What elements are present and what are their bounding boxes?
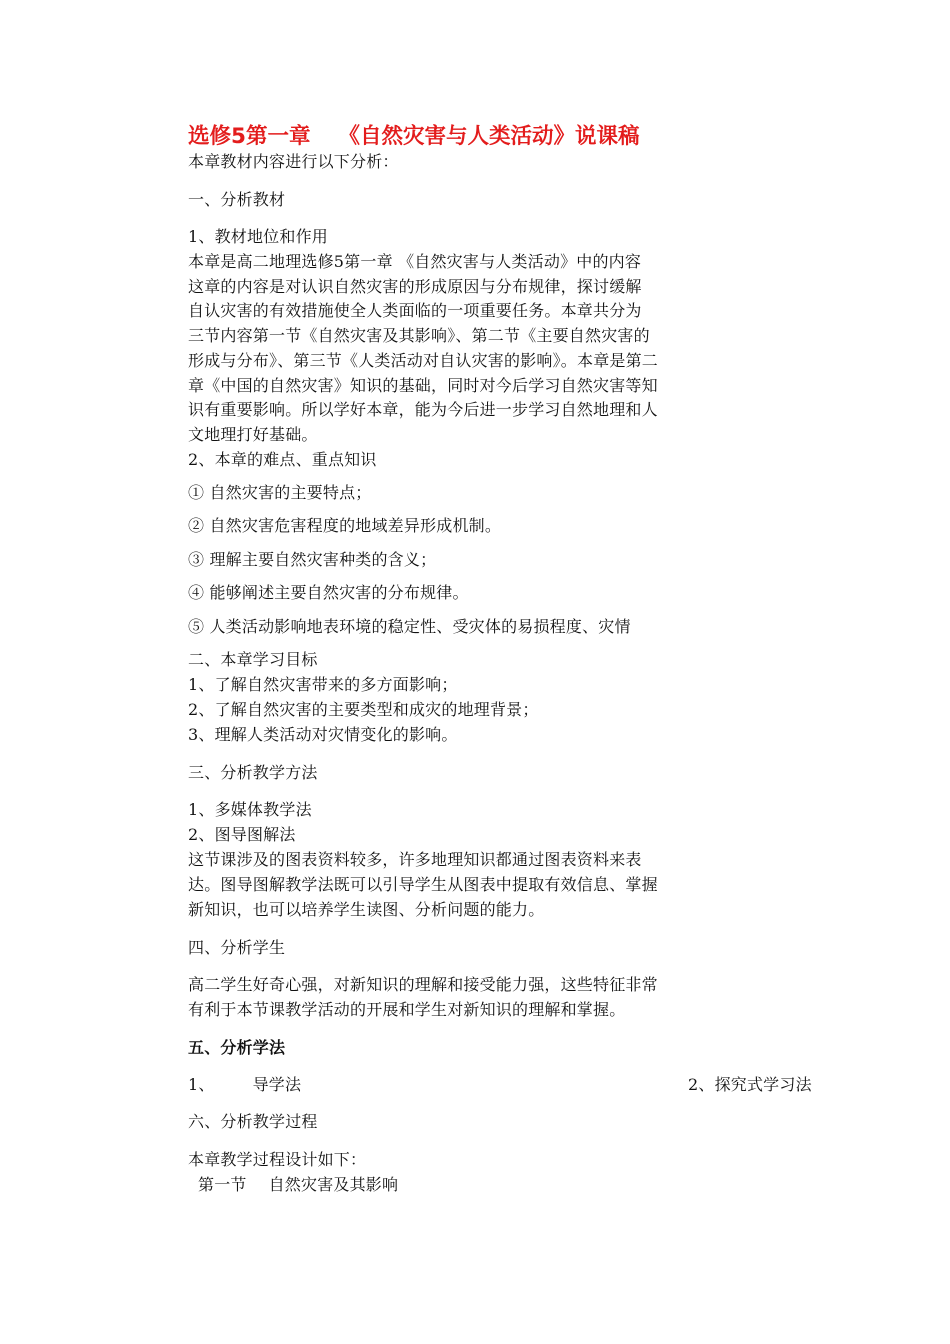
key-point-item: ① 自然灾害的主要特点； — [188, 483, 372, 502]
goal-item: 3、理解人类活动对灾情变化的影响。 — [188, 725, 458, 744]
subheading-1-1: 1、教材地位和作用 — [188, 227, 328, 246]
section-heading-2: 二、本章学习目标 — [188, 650, 318, 669]
section-1-heading — [198, 1173, 743, 1197]
method-item: 2、图导图解法 — [188, 825, 296, 844]
title-chapter: 选修5第一章 — [188, 124, 311, 149]
paragraph-line: 有利于本节课教学活动的开展和学生对新知识的理解和掌握。 — [188, 1000, 626, 1019]
paragraph-line: 章《中国的自然灾害》知识的基础，同时对今后学习自然灾害等知 — [188, 376, 658, 395]
learning-method-row — [188, 1073, 812, 1097]
section-1-number: 第一节 — [198, 1175, 247, 1194]
section-heading-6: 六、分析教学过程 — [188, 1112, 318, 1131]
paragraph-line: 达。图导图解教学法既可以引导学生从图表中提取有效信息、掌握 — [188, 875, 658, 894]
section-1-title: 自然灾害及其影响 — [268, 1175, 399, 1194]
title-topic: 《自然灾害与人类活动》说课稿 — [338, 124, 640, 149]
goal-item: 1、了解自然灾害带来的多方面影响； — [188, 675, 458, 694]
method-item: 1、多媒体教学法 — [188, 800, 312, 819]
paragraph-line: 自认灾害的有效措施使全人类面临的一项重要任务。本章共分为 — [188, 301, 642, 320]
subheading-1-2: 2、本章的难点、重点知识 — [188, 450, 377, 469]
process-intro: 本章教学过程设计如下： — [188, 1150, 367, 1169]
paragraph-line: 识有重要影响。所以学好本章，能为今后进一步学习自然地理和人 — [188, 400, 658, 419]
paragraph-line: 本章是高二地理选修5第一章 《自然灾害与人类活动》中的内容 — [188, 252, 642, 271]
learning-method-label: 导学法 — [252, 1075, 302, 1094]
paragraph-line: 新知识，也可以培养学生读图、分析问题的能力。 — [188, 900, 545, 919]
paragraph-line: 文地理打好基础。 — [188, 425, 318, 444]
document-title — [188, 122, 639, 152]
paragraph-line: 形成与分布》、第三节《人类活动对自认灾害的影响》。本章是第二 — [188, 351, 659, 370]
key-point-item: ④ 能够阐述主要自然灾害的分布规律。 — [188, 583, 469, 602]
key-point-item: ⑤ 人类活动影响地表环境的稳定性、受灾体的易损程度、灾情 — [188, 617, 631, 636]
learning-method-number: 1、 — [188, 1075, 215, 1094]
section-heading-4: 四、分析学生 — [188, 938, 286, 957]
key-point-item: ② 自然灾害危害程度的地域差异形成机制。 — [188, 516, 502, 535]
intro-line: 本章教材内容进行以下分析： — [188, 152, 399, 171]
section-heading-5: 五、分析学法 — [188, 1038, 286, 1057]
paragraph-line: 高二学生好奇心强，对新知识的理解和接受能力强，这些特征非常 — [188, 975, 658, 994]
learning-method-item: 2、探究式学习法 — [688, 1075, 812, 1094]
paragraph-line: 这章的内容是对认识自然灾害的形成原因与分布规律，探讨缓解 — [188, 277, 642, 296]
paragraph-line: 这节课涉及的图表资料较多，许多地理知识都通过图表资料来表 — [188, 850, 642, 869]
paragraph-line: 三节内容第一节《自然灾害及其影响》、第二节《主要自然灾害的 — [188, 326, 650, 345]
section-heading-3: 三、分析教学方法 — [188, 763, 318, 782]
key-point-item: ③ 理解主要自然灾害种类的含义； — [188, 550, 437, 569]
section-heading-1: 一、分析教材 — [188, 190, 286, 209]
goal-item: 2、了解自然灾害的主要类型和成灾的地理背景； — [188, 700, 539, 719]
